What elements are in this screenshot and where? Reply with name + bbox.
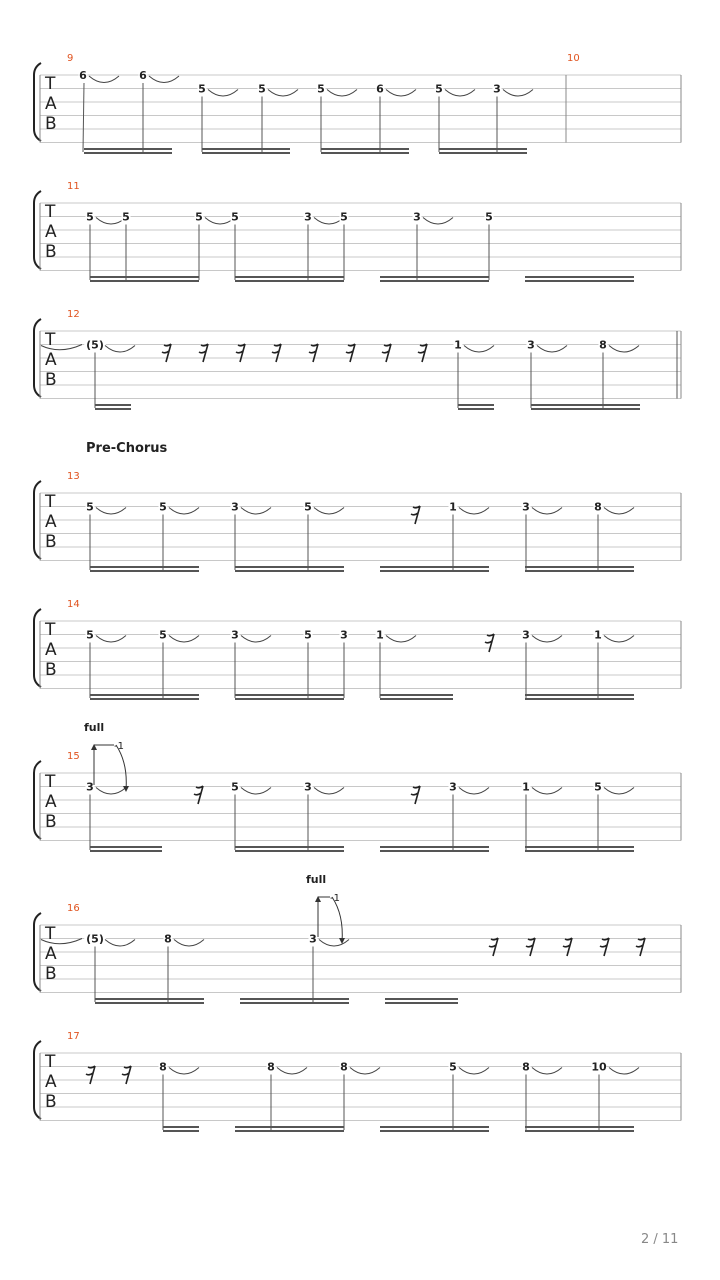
fret-number: 5 bbox=[231, 780, 239, 794]
tab-clef-letter: B bbox=[45, 370, 57, 390]
slur-mark bbox=[532, 788, 562, 795]
slur-mark bbox=[532, 1068, 562, 1075]
slur-mark bbox=[314, 508, 344, 515]
fret-number: 6 bbox=[376, 82, 384, 96]
tab-clef-letter: T bbox=[45, 924, 56, 944]
slur-mark bbox=[169, 1068, 199, 1075]
tab-system bbox=[34, 873, 681, 1003]
measure-number: 17 bbox=[67, 1031, 80, 1042]
tab-clef-letter: T bbox=[45, 772, 56, 792]
tab-clef-letter: A bbox=[45, 350, 57, 370]
sixteenth-rest bbox=[411, 506, 420, 524]
sixteenth-rest bbox=[122, 1066, 131, 1084]
tab-clef-letter: T bbox=[45, 620, 56, 640]
slur-mark bbox=[241, 636, 271, 643]
slur-mark bbox=[604, 636, 634, 643]
bend-label: full bbox=[306, 873, 327, 886]
sixteenth-rest bbox=[194, 786, 203, 804]
tab-system bbox=[34, 441, 681, 571]
slur-mark bbox=[609, 346, 639, 353]
tab-clef-letter: B bbox=[45, 964, 57, 984]
sixteenth-rest bbox=[636, 938, 645, 956]
fret-number: 5 bbox=[122, 210, 130, 224]
fret-number: 3 bbox=[413, 210, 421, 224]
slur-mark bbox=[89, 76, 119, 83]
fret-number: 5 bbox=[304, 500, 312, 514]
measure-number: 11 bbox=[67, 181, 80, 192]
slur-mark bbox=[314, 788, 344, 795]
sixteenth-rest bbox=[418, 344, 427, 362]
sixteenth-rest bbox=[346, 344, 355, 362]
sixteenth-rest bbox=[526, 938, 535, 956]
measure-number: 14 bbox=[67, 599, 80, 610]
tab-clef-letter: B bbox=[45, 532, 57, 552]
tab-clef-letter: B bbox=[45, 114, 57, 134]
sixteenth-rest bbox=[489, 938, 498, 956]
fret-number: 5 bbox=[485, 210, 493, 224]
tab-system bbox=[34, 309, 681, 409]
fret-number: 10 bbox=[591, 1060, 607, 1074]
sixteenth-rest bbox=[236, 344, 245, 362]
tab-clef-letter: B bbox=[45, 1092, 57, 1112]
fret-number: 3 bbox=[309, 932, 317, 946]
sixteenth-rest bbox=[563, 938, 572, 956]
slur-mark bbox=[96, 788, 126, 795]
fret-number: 8 bbox=[340, 1060, 348, 1074]
bend-release: -1 bbox=[330, 893, 340, 904]
fret-number: 5 bbox=[86, 210, 94, 224]
fret-number: 5 bbox=[594, 780, 602, 794]
measure-number: 12 bbox=[67, 309, 80, 320]
slur-mark bbox=[445, 90, 475, 97]
slur-mark bbox=[208, 90, 238, 97]
sixteenth-rest bbox=[485, 634, 494, 652]
fret-number: 8 bbox=[522, 1060, 530, 1074]
fret-number: 5 bbox=[198, 82, 206, 96]
slur-mark bbox=[105, 940, 135, 947]
slur-mark bbox=[423, 218, 453, 225]
sixteenth-rest bbox=[600, 938, 609, 956]
measure-number: 16 bbox=[67, 903, 80, 914]
fret-number: 5 bbox=[159, 500, 167, 514]
fret-number: (5) bbox=[86, 932, 104, 946]
slur-mark bbox=[174, 940, 204, 947]
tab-clef-letter: A bbox=[45, 792, 57, 812]
fret-number: 5 bbox=[86, 628, 94, 642]
sixteenth-rest bbox=[382, 344, 391, 362]
slur-mark bbox=[268, 90, 298, 97]
fret-number: 3 bbox=[340, 628, 348, 642]
tab-clef-letter: B bbox=[45, 812, 57, 832]
slur-mark bbox=[464, 346, 494, 353]
sixteenth-rest bbox=[199, 344, 208, 362]
fret-number: 5 bbox=[195, 210, 203, 224]
tab-clef-letter: A bbox=[45, 94, 57, 114]
fret-number: 5 bbox=[340, 210, 348, 224]
fret-number: 8 bbox=[594, 500, 602, 514]
bend-release: -1 bbox=[114, 741, 124, 752]
fret-number: 3 bbox=[304, 780, 312, 794]
slur-mark bbox=[532, 508, 562, 515]
note-stem bbox=[83, 83, 84, 152]
measure-number: 9 bbox=[67, 53, 74, 64]
slur-mark bbox=[386, 90, 416, 97]
tab-clef-letter: T bbox=[45, 202, 56, 222]
tab-clef-letter: A bbox=[45, 944, 57, 964]
fret-number: 6 bbox=[79, 69, 87, 82]
slur-mark bbox=[604, 788, 634, 795]
tab-clef-letter: B bbox=[45, 660, 57, 680]
tab-clef-letter: T bbox=[45, 1052, 56, 1072]
sixteenth-rest bbox=[272, 344, 281, 362]
sixteenth-rest bbox=[162, 344, 171, 362]
slur-mark bbox=[459, 1068, 489, 1075]
slur-mark bbox=[96, 636, 126, 643]
fret-number: 3 bbox=[493, 82, 501, 96]
slur-mark bbox=[105, 346, 135, 353]
fret-number: 5 bbox=[449, 1060, 457, 1074]
measure-number: 13 bbox=[67, 471, 80, 482]
fret-number: 8 bbox=[599, 338, 607, 352]
fret-number: 1 bbox=[594, 628, 602, 642]
fret-number: 3 bbox=[522, 628, 530, 642]
fret-number: 1 bbox=[522, 780, 530, 794]
fret-number: 3 bbox=[304, 210, 312, 224]
fret-number: 5 bbox=[317, 82, 325, 96]
fret-number: 1 bbox=[449, 500, 457, 514]
fret-number: 5 bbox=[304, 628, 312, 642]
slur-mark bbox=[241, 508, 271, 515]
slur-mark bbox=[532, 636, 562, 643]
fret-number: 1 bbox=[454, 338, 462, 352]
tab-system bbox=[34, 53, 681, 153]
slur-mark bbox=[537, 346, 567, 353]
tab-clef-letter: T bbox=[45, 74, 56, 94]
tab-system bbox=[34, 181, 681, 281]
tab-system bbox=[34, 599, 681, 699]
bend-label: full bbox=[84, 721, 105, 734]
fret-number: 3 bbox=[522, 500, 530, 514]
slur-mark bbox=[386, 636, 416, 643]
slur-mark bbox=[503, 90, 533, 97]
fret-number: 6 bbox=[139, 69, 147, 82]
slur-mark bbox=[149, 76, 179, 83]
measure-number: 10 bbox=[567, 53, 580, 64]
slur-mark bbox=[609, 1068, 639, 1075]
tab-system bbox=[34, 1031, 681, 1131]
tab-clef-letter: A bbox=[45, 640, 57, 660]
tab-clef-letter: A bbox=[45, 1072, 57, 1092]
slur-mark bbox=[319, 940, 349, 947]
slur-mark bbox=[169, 508, 199, 515]
section-label: Pre-Chorus bbox=[86, 441, 168, 456]
fret-number: 1 bbox=[376, 628, 384, 642]
fret-number: 3 bbox=[231, 628, 239, 642]
sixteenth-rest bbox=[86, 1066, 95, 1084]
tab-clef-letter: B bbox=[45, 242, 57, 262]
slur-mark bbox=[459, 788, 489, 795]
measure-number: 15 bbox=[67, 751, 80, 762]
slur-mark bbox=[327, 90, 357, 97]
fret-number: 5 bbox=[231, 210, 239, 224]
page-number: 2 / 11 bbox=[641, 1232, 679, 1247]
slur-mark bbox=[604, 508, 634, 515]
fret-number: (5) bbox=[86, 338, 104, 352]
tab-clef-letter: T bbox=[45, 492, 56, 512]
tab-clef-letter: A bbox=[45, 222, 57, 242]
sixteenth-rest bbox=[411, 786, 420, 804]
slur-mark bbox=[169, 636, 199, 643]
tab-clef-letter: T bbox=[45, 330, 56, 350]
fret-number: 5 bbox=[258, 82, 266, 96]
tab-system bbox=[34, 721, 681, 851]
slur-mark bbox=[96, 508, 126, 515]
fret-number: 5 bbox=[86, 500, 94, 514]
slur-mark bbox=[350, 1068, 380, 1075]
tab-clef-letter: A bbox=[45, 512, 57, 532]
fret-number: 8 bbox=[267, 1060, 275, 1074]
slur-mark bbox=[277, 1068, 307, 1075]
fret-number: 5 bbox=[159, 628, 167, 642]
slur-mark bbox=[241, 788, 271, 795]
fret-number: 3 bbox=[449, 780, 457, 794]
slur-mark bbox=[459, 508, 489, 515]
fret-number: 8 bbox=[164, 932, 172, 946]
sixteenth-rest bbox=[309, 344, 318, 362]
fret-number: 3 bbox=[231, 500, 239, 514]
fret-number: 3 bbox=[86, 780, 94, 794]
fret-number: 5 bbox=[435, 82, 443, 96]
fret-number: 3 bbox=[527, 338, 535, 352]
fret-number: 8 bbox=[159, 1060, 167, 1074]
